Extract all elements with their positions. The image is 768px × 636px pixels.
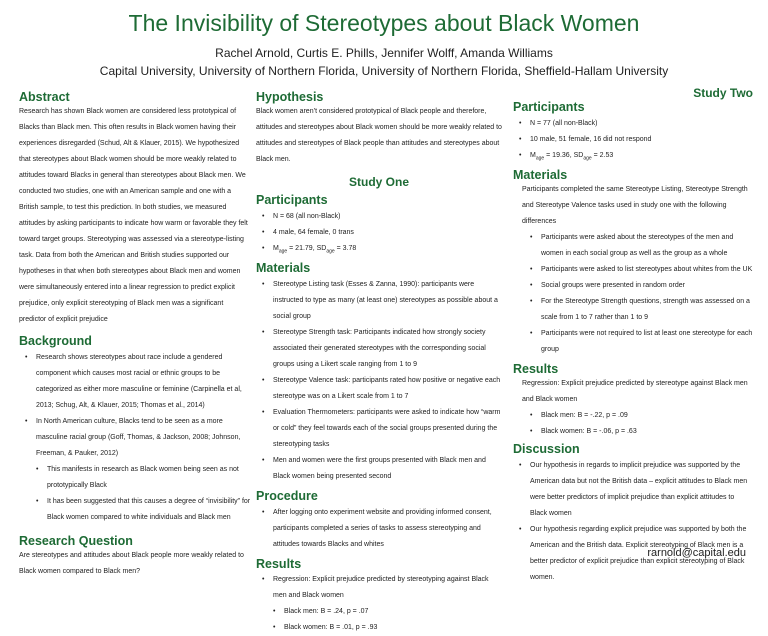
materials-item: • Stereotype Listing task (Esses & Zanna, 1990): participants were instructed to type as many (at least one) stereotypes as possible about a social group [256,277,502,325]
discussion-heading: Discussion [513,442,580,457]
background-subitem: • It has been suggested that this causes a degree of “invisibility” for Black women compared to white individuals and Black men [19,494,251,526]
study-one-procedure-list [256,505,502,553]
study-one-materials-heading: Materials [256,261,311,276]
participants-item: • N = 77 (all non-Black) [513,116,753,132]
research-question-heading: Research Question [19,534,133,548]
mean-value: = 21.79, SD [289,245,327,252]
study-one-materials-list [256,277,502,485]
background-item: • In North American culture, Blacks tend to be seen as a more masculine racial group (Goff, Thomas, & Jackson, 2008; Johnson, Freeman, & Pauker, 2012) [19,414,251,462]
sd-value: = 2.53 [593,152,614,159]
poster-title: The Invisibility of Stereotypes about Black Women [128,10,640,36]
study-two-materials-heading: Materials [513,168,568,183]
study-two-materials-list [513,230,753,358]
results-subitem: • Black women: B = .01, p = .93 [256,620,502,636]
study-two-heading: Study Two [693,86,753,100]
hypothesis-heading: Hypothesis [256,90,324,104]
participants-item: • N = 68 (all non-Black) [256,209,502,225]
sd-sub: age [326,248,335,255]
materials-item: • Participants were asked to list stereotypes about whites from the UK [513,262,753,278]
study-one-heading: Study One [348,175,409,189]
study-two-materials-intro: Participants completed the same Stereotype Listing, Stereotype Strength and Stereotype Valence tasks used in study one with the following differences [522,186,748,226]
background-item: • Research shows stereotypes about race include a gendered component which causes most racial or ethnic groups to be categorized as either more masculine or feminine (Carpinella et al, 2013; Schug, Alt, & Klauer, 2015; Thomas et al., 2014) [19,350,251,414]
column-right [513,86,753,586]
contact-email[interactable]: rarnold@capital.edu [647,547,746,559]
materials-item: • Stereotype Valence task: participants rated how positive or negative each stereotype was on a Likert scale from 1 to 7 [256,373,502,405]
study-two-results-heading: Results [513,362,559,377]
results-subitem: • Black men: B = -.22, p = .09 [513,408,753,424]
materials-item: • Participants were not required to list at least one stereotype for each group [513,326,753,358]
sd-sub: age [583,155,592,162]
results-subitem: • Black women: B = -.06, p = .63 [513,424,753,440]
materials-item: • Men and women were the first groups presented with Black men and Black women being presented second [256,453,502,485]
mean-sub: age [278,248,288,255]
study-one-participants-heading: Participants [256,193,328,207]
mean-label: M [273,245,279,252]
participants-item: • 10 male, 51 female, 16 did not respond [513,132,753,148]
mean-value: = 19.36, SD [546,152,584,159]
discussion-list [513,458,753,586]
results-subitem: • Black men: B = .24, p = .07 [256,604,502,620]
materials-item: • Social groups were presented in random order [513,278,753,294]
background-subitem: • This manifests in research as Black women being seen as not prototypically Black [19,462,251,494]
discussion-item: • Our hypothesis in regards to implicit prejudice was supported by the American data but not the British data – explicit attitudes to Black men were better predictors of implicit prejudice than explicit attitudes to Black women [513,458,753,522]
study-one-results-heading: Results [256,557,302,572]
affiliations: Capital University, University of Northern Florida, University of Northern Florida, Sheffield-Hallam University [99,64,669,78]
materials-item: • Evaluation Thermometers: participants were asked to indicate how “warm or cold” they feel towards each of the social groups presented during the stereotyping tasks [256,405,502,453]
participants-item: • 4 male, 64 female, 0 trans [256,225,502,241]
procedure-item: • After logging onto experiment website and providing informed consent, participants completed a series of tasks to assess stereotyping and attitudes towards Blacks and whites [256,505,502,553]
study-one-procedure-heading: Procedure [256,489,318,504]
column-left [19,90,251,580]
results-item: • Regression: Explicit prejudice predicted by stereotyping against Black men and Black women [256,572,502,604]
materials-item: • Participants were asked about the stereotypes of the men and women in each social group as well as the group as a whole [513,230,753,262]
study-one-results-list [256,572,502,636]
background-heading: Background [19,334,92,348]
mean-sub: age [535,155,545,162]
background-list [19,350,251,526]
study-one-participants-list [256,209,502,259]
hypothesis-text: Black women aren’t considered prototypical of Black people and therefore, attitudes and stereotypes about Black women should be more weakly related to attitudes and stereotypes of Black people than attitudes and stereotypes about Black men. [256,108,502,163]
study-two-results-list [513,408,753,440]
abstract-text: Research has shown Black women are considered less prototypical of Blacks than Black men. This often results in Black women having their experiences disregarded (Schud, Alt & Klauer, 2015). We hypothesized that stereotypes about Black women should be more weakly related to attitudes toward Blacks in general than stereotypes about Black men. We conducted two studies, one with an American sample and one with a British sample, to test this prediction. In both studies, we measured attitudes by asking participants to indicate how warm or favorable they felt toward target groups. Stereotyping was assessed via a stereotype-listing task. Data from both the American and British studies supported our hypotheses in that when both stereotypes about Black men and women were simultaneously entered into a linear regression to predict explicit prejudice, only explicit stereotyping of Black men was a significant predictor of explicit prejudice [19,108,248,323]
sd-value: = 3.78 [336,245,357,252]
study-two-results-intro: Regression: Explicit prejudice predicted by stereotype against Black men and Black women [522,380,748,404]
participants-age-item [513,148,753,166]
column-middle [256,90,502,636]
study-two-participants-heading: Participants [513,100,585,114]
materials-item: • For the Stereotype Strength questions, strength was assessed on a scale from 1 to 7 rather than 1 to 9 [513,294,753,326]
study-two-participants-list [513,116,753,166]
mean-label: M [530,152,536,159]
authors: Rachel Arnold, Curtis E. Phills, Jennifer Wolff, Amanda Williams [215,46,553,60]
abstract-heading: Abstract [19,90,70,104]
discussion-item: • Our hypothesis regarding explicit prejudice was supported by both the American and the British data. Explicit stereotyping of Black men is a better predictor of explicit prejudice than explicit stereotyping of Black women. [513,522,753,586]
research-question-text: Are stereotypes and attitudes about Black people more weakly related to Black women compared to Black men? [19,552,244,575]
materials-item: • Stereotype Strength task: Participants indicated how strongly society associated their generated stereotypes with the corresponding social groups using a Likert scale ranging from 1 to 9 [256,325,502,373]
participants-age-item [256,241,502,259]
